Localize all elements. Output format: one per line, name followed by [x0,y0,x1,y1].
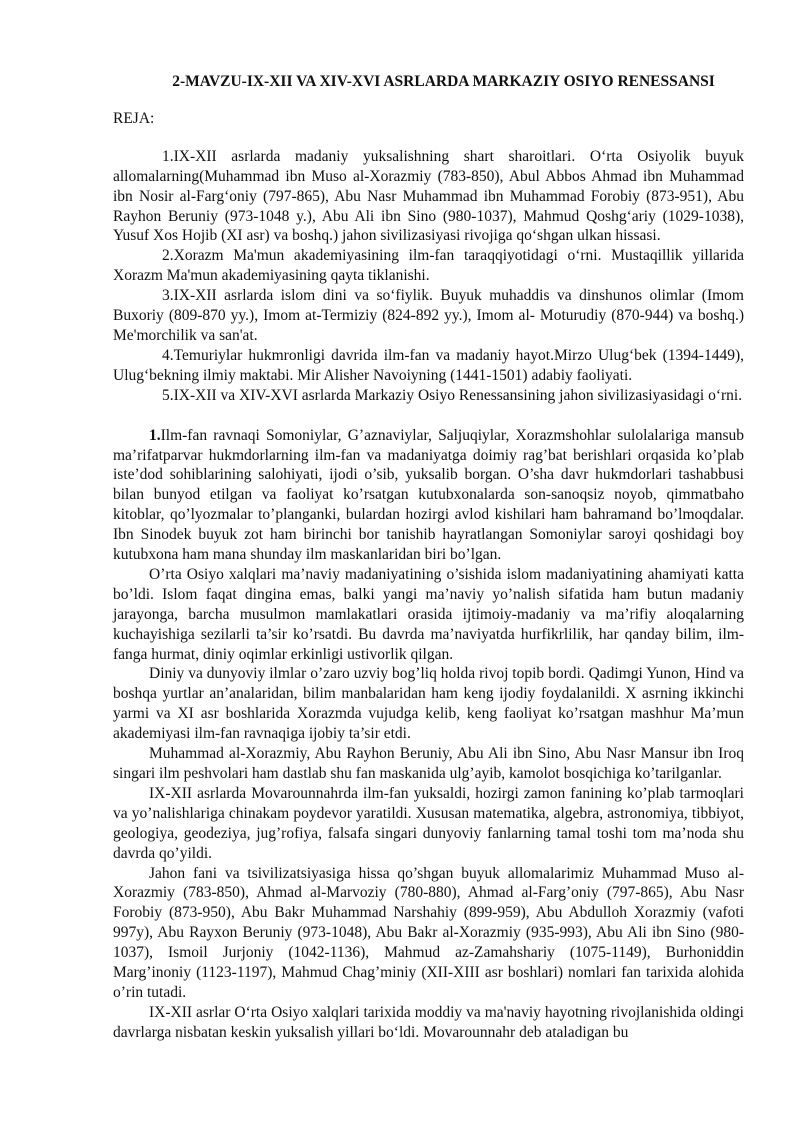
paragraph: Muhammad al-Xorazmiy, Abu Rayhon Beruniy, Abu Ali ibn Sino, Abu Nasr Mansur ibn Iroq singari ilm peshvolari ham dastlab shu fan maskanida ulg’ayib, kamolot bosqichiga ko’tarilganlar. [113,745,744,782]
paragraph: Diniy va dunyoviy ilmlar o’zaro uzviy bog’liq holda rivoj topib bordi. Qadimgi Yunon, Hind va boshqa yurtlar an’analaridan, bilim manbalaridan ham keng ijodiy foydalanildi. X asrning ikkinchi yarmi va XI asr boshlarida Xorazmda vujudga kelib, keng faoliyat ko’rsatgan mashhur Ma’mun akademiyasi ilm-fan ravnaqiga ijobiy ta’sir etdi. [113,665,744,743]
paragraph: O’rta Osiyo xalqlari ma’naviy madaniyatining o’sishida islom madaniyatining ahamiyati katta bo’ldi. Islom faqat dingina emas, balki yangi ma’naviy yo’nalish sifatida ham butun madaniy jarayonga, barcha musulmon mamlakatlari orasida ijtimoiy-madaniy va ma’rifiy aloqalarning kuchayishiga sezilarli ta’sir ko’rsatdi. Bu davrda ma’naviyatda hurfikrlilik, har qanday bilim, ilm-fanga hurmat, diniy oqimlar erkinligi ustivorlik qilgan. [113,565,744,663]
plan-item: 4.Temuriylar hukmronligi davrida ilm-fan va madaniy hayot.Mirzo Ulug‘bek (1394-1449), Ulug‘bekning ilmiy maktabi. Mir Alisher Navoiyning (1441-1501) adabiy faoliyati. [113,346,744,384]
plan-item: 2.Xorazm Ma'mun akademiyasining ilm-fan taraqqiyotidagi o‘rni. Mustaqillik yillarida Xorazm Ma'mun akademiyasining qayta tiklanishi. [113,247,744,285]
paragraph: Jahon fani va tsivilizatsiyasiga hissa qo’shgan buyuk allomalarimiz Muhammad Muso al-Xorazmiy (783-850), Ahmad al-Marvoziy (780-880), Ahmad al-Farg’oniy (797-865), Abu Nasr Forobiy (873-950), Abu Bakr Muhammad Narshahiy (899-959), Abu Abdulloh Xorazmiy (vafoti 997y), Abu Rayxon Beruniy (973-1048), Abu Bakr al-Xorazmiy (935-993), Abu Ali ibn Sino (980-1037), Ismoil Jurjoniy (1042-1136), Mahmud az-Zamahshariy (1075-1149), Burhoniddin Marg’inoniy (1123-1197), Mahmud Chag’miniy (XII-XIII asr boshlari) nomlari fan tarixida alohida o’rin tutadi. [113,864,744,1001]
plan-item: 3.IX-XII asrlarda islom dini va so‘fiylik. Buyuk muhaddis va dinshunos olimlar (Imom Buxoriy (809-870 yy.), Imom at-Termiziy (824-892 yy.), Imom al- Moturudiy (870-944) va boshq.) Me'morchilik va san'at. [113,287,744,344]
plan-item: 5.IX-XII va XIV-XVI asrlarda Markaziy Osiyo Renessansining jahon sivilizasiyasidagi o‘rni. [162,386,743,404]
paragraph [113,426,744,565]
plan-list [113,147,744,406]
plan-item: 1.IX-XII asrlarda madaniy yuksalishning shart sharoitlari. O‘rta Osiyolik buyuk allomalarning(Muhammad ibn Muso al-Xorazmiy (783-850), Abul Abbos Ahmad ibn Muhammad ibn Nosir al-Farg‘oniy (797-865), Abu Nasr Muhammad ibn Muhammad Forobiy (873-951), Abu Rayhon Beruniy (973-1048 y.), Abu Ali ibn Sino (980-1037), Mahmud Qoshg‘ariy (1029-1038), Yusuf Xos Hojib (XI asr) va boshq.) jahon sivilizasiyasi rivojiga qo‘shgan ulkan hissasi. [113,147,744,245]
paragraph: IX-XII asrlar O‘rta Osiyo xalqlari tarixida moddiy va ma'naviy hayotning rivojlanishida oldingi davrlarga nisbatan keskin yuksalish yillari bo‘ldi. Movarounnahr deb ataladigan bu [113,1003,744,1041]
body-text [113,426,744,1043]
paragraph-text: Ilm-fan ravnaqi Somoniylar, G’aznaviylar, Saljuqiylar, Xorazmshohlar sulolalariga mansub ma’rifatparvar hukmdorlarning ilm-fan va madaniyatga doimiy rag’bat berishlari orqasida ko’plab iste’dod sohiblarining salohiyati, ijodi o’sib, yuksalib borgan. O’sha davr hukmdorlari tashabbusi bilan bunyod etilgan va faoliyat ko’rsatgan kutubxonalarda son-sanoqsiz noyob, qimmatbaho kitoblar, qo’lyozmalar to’planganki, bulardan hozirgi avlod kishilari ham bahramand bo’lmoqdalar. Ibn Sinodek buyuk zot ham birinchi bor tanishib hayratlangan Somoniylar saroyi qoshidagi boy kutubxona ham mana shunday ilm maskanlaridan biri bo’lgan. [113,426,744,564]
paragraph: IX-XII asrlarda Movarounnahrda ilm-fan yuksaldi, hozirgi zamon fanining ko’plab tarmoqlari va yo’nalishlariga chinakam poydevor yaratildi. Xususan matematika, algebra, astronomiya, tibbiyot, geologiya, geodeziya, jug’rofiya, falsafa singari dunyoviy fanlarning tamal toshi tom ma’noda shu davrda qo’yildi. [113,784,744,862]
section-number: 1. [149,426,161,444]
document-title: 2-MAVZU-IX-XII VA XIV-XVI ASRLARDA MARKAZIY OSIYO RENESSANSI [172,73,715,90]
plan-heading: REJA: [113,109,155,127]
